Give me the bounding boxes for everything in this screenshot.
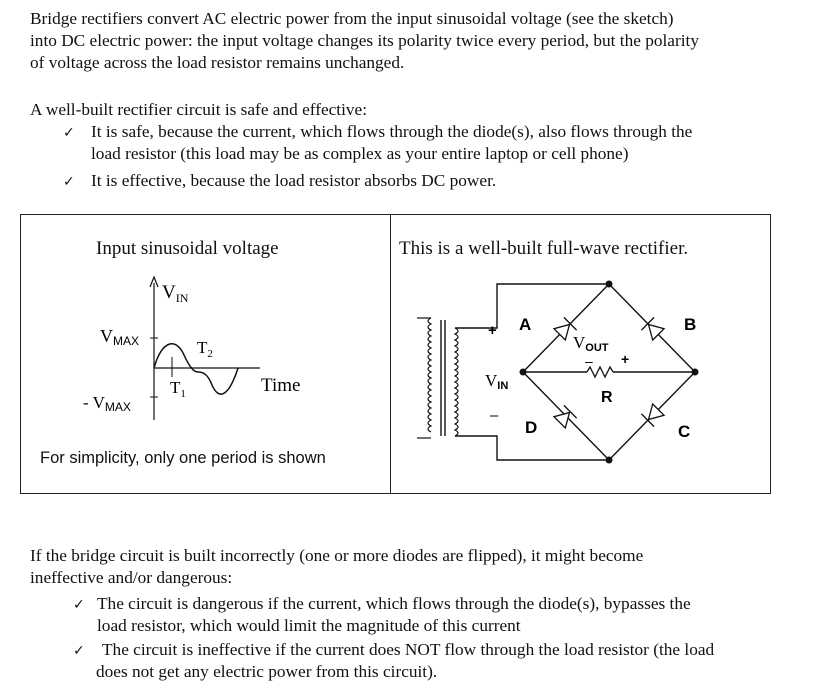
bottom-lead-wire <box>455 436 609 460</box>
node-a-label: A <box>519 315 532 334</box>
intro-line-3: of voltage across the load resistor remains unchanged. <box>30 53 405 72</box>
incorrect-line-1: If the bridge circuit is built incorrectly (one or more diodes are flipped), it might become <box>30 546 644 565</box>
primary-coil <box>428 318 431 432</box>
vin-label: $V_{IN}$ <box>162 282 189 305</box>
t1-label: $T_1$ <box>170 378 186 400</box>
node-d-label: D <box>525 418 538 437</box>
input-voltage-title: Input sinusoidal voltage <box>96 238 279 259</box>
resistor-label: R <box>601 389 613 406</box>
check-mark-icon: ✓ <box>63 125 75 141</box>
node-dot <box>606 281 613 288</box>
time-axis-label: Time <box>261 375 301 396</box>
check-mark-icon: ✓ <box>73 597 85 613</box>
incorrect-item-dangerous-line-1: The circuit is dangerous if the current, which flows through the diode(s), bypasses the <box>97 594 691 613</box>
figure-divider <box>390 214 391 494</box>
incorrect-paragraph <box>30 545 820 589</box>
intro-line-1: Bridge rectifiers convert AC electric power from the input sinusoidal voltage (see the sketch) <box>30 9 674 28</box>
vout-plus-sign: + <box>621 351 630 367</box>
incorrect-line-2: ineffective and/or dangerous: <box>30 568 233 587</box>
wellbuilt-heading: A well-built rectifier circuit is safe and effective: <box>30 100 368 119</box>
wellbuilt-item-effective: It is effective, because the load resistor absorbs DC power. <box>91 171 497 190</box>
vin-plus-sign: + <box>488 322 497 339</box>
secondary-coil <box>455 328 458 436</box>
wellbuilt-item-safe-line-1: It is safe, because the current, which flows through the diode(s), also flows through the <box>91 122 693 141</box>
node-dot <box>606 457 613 464</box>
incorrect-item-dangerous-line-2: load resistor, which would limit the magnitude of this current <box>97 616 521 635</box>
node-dot <box>692 369 699 376</box>
bridge-circuit <box>395 270 765 480</box>
intro-line-2: into DC electric power: the input voltage changes its polarity twice every period, but the polarity <box>30 31 699 50</box>
vmax-label: VMAX <box>100 326 140 348</box>
node-c-label: C <box>678 422 691 441</box>
vin-circuit-label: VIN <box>485 371 509 392</box>
wellbuilt-item-safe <box>91 121 692 165</box>
vin-minus-sign: – <box>490 407 499 424</box>
incorrect-item-ineffective-line-2: does not get any electric power from this circuit). <box>96 662 438 681</box>
wellbuilt-item-safe-line-2: load resistor (this load may be as complex as your entire laptop or cell phone) <box>91 144 629 163</box>
incorrect-item-dangerous <box>97 593 691 637</box>
rectifier-title: This is a well-built full-wave rectifier. <box>399 238 689 259</box>
node-b-label: B <box>684 315 697 334</box>
top-lead-wire <box>455 284 609 328</box>
neg-vmax-label: - VMAX <box>83 393 131 414</box>
vout-label: VOUT <box>573 333 609 354</box>
sine-wave-curve <box>154 344 238 394</box>
node-dot <box>520 369 527 376</box>
check-mark-icon: ✓ <box>63 174 75 190</box>
sine-wave-plot <box>80 275 340 425</box>
diode-d-icon <box>553 405 576 428</box>
intro-paragraph <box>30 8 820 74</box>
incorrect-item-ineffective-line-1: The circuit is ineffective if the current does NOT flow through the load resistor (the load <box>102 640 715 659</box>
incorrect-item-ineffective <box>96 639 830 683</box>
period-caption: For simplicity, only one period is shown <box>40 449 326 467</box>
check-mark-icon: ✓ <box>73 643 85 659</box>
t2-label: $T_2$ <box>197 338 213 360</box>
vout-minus-sign: – <box>585 353 593 369</box>
